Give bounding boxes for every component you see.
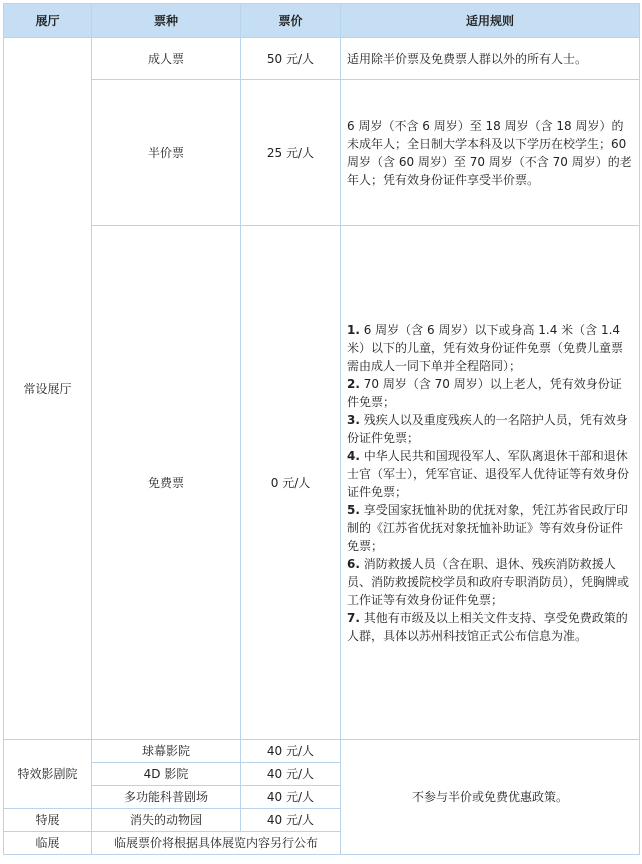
rule-number: 5. <box>347 502 360 517</box>
table-row <box>4 38 640 80</box>
hall-permanent: 常设展厅 <box>4 38 92 740</box>
rule-item <box>347 501 633 555</box>
rule-number: 6. <box>347 556 360 571</box>
price-cell: 40 元/人 <box>241 786 341 809</box>
price-cell: 25 元/人 <box>241 80 341 226</box>
rule-cell: 6 周岁（不含 6 周岁）至 18 周岁（含 18 周岁）的未成年人；全日制大学本科及以下学历在校学生；60 周岁（含 60 周岁）至 70 周岁（不含 70 周岁）的老年人；凭有效身份证件享受半价票。 <box>341 80 640 226</box>
hall-temporary: 临展 <box>4 832 92 855</box>
header-ticket-type: 票种 <box>92 4 241 38</box>
header-hall: 展厅 <box>4 4 92 38</box>
ticket-type-cell: 成人票 <box>92 38 241 80</box>
shared-rule-cell: 不参与半价或免费优惠政策。 <box>341 740 640 855</box>
ticket-type-cell: 4D 影院 <box>92 763 241 786</box>
rule-text: 其他有市级及以上相关文件支持、享受免费政策的人群，具体以苏州科技馆正式公布信息为准。 <box>347 610 628 643</box>
price-cell: 40 元/人 <box>241 763 341 786</box>
rule-text: 享受国家抚恤补助的优抚对象，凭江苏省民政厅印制的《江苏省优抚对象抚恤补助证》等有效身份证件免票； <box>347 502 628 553</box>
ticket-type-cell: 半价票 <box>92 80 241 226</box>
rule-number: 1. <box>347 322 360 337</box>
rule-text: 6 周岁（含 6 周岁）以下或身高 1.4 米（含 1.4 米）以下的儿童，凭有效身份证件免票（免费儿童票需由成人一同下单并全程陪同）； <box>347 322 624 373</box>
rule-item <box>347 555 633 609</box>
hall-special-exhibit: 特展 <box>4 809 92 832</box>
price-cell: 40 元/人 <box>241 809 341 832</box>
ticket-type-cell: 免费票 <box>92 226 241 740</box>
ticket-type-cell: 消失的动物园 <box>92 809 241 832</box>
hall-special-cinema: 特效影剧院 <box>4 740 92 809</box>
rule-item <box>347 447 633 501</box>
rule-number: 3. <box>347 412 360 427</box>
rule-item <box>347 321 633 375</box>
rule-item <box>347 411 633 447</box>
rule-cell: 适用除半价票及免费票人群以外的所有人士。 <box>341 38 640 80</box>
rule-text: 残疾人以及重度残疾人的一名陪护人员，凭有效身份证件免票； <box>347 412 628 445</box>
price-cell: 40 元/人 <box>241 740 341 763</box>
rule-number: 7. <box>347 610 360 625</box>
ticket-type-cell: 多功能科普剧场 <box>92 786 241 809</box>
table-row <box>4 80 640 226</box>
header-price: 票价 <box>241 4 341 38</box>
table-row <box>4 226 640 740</box>
rule-item <box>347 609 633 645</box>
temporary-price-note: 临展票价将根据具体展览内容另行公布 <box>92 832 341 855</box>
price-cell: 0 元/人 <box>241 226 341 740</box>
rule-text: 70 周岁（含 70 周岁）以上老人，凭有效身份证件免票； <box>347 376 622 409</box>
rule-number: 4. <box>347 448 360 463</box>
header-row <box>4 4 640 38</box>
rule-number: 2. <box>347 376 360 391</box>
free-ticket-rules <box>341 226 640 740</box>
rule-text: 中华人民共和国现役军人、军队离退休干部和退休士官（军士），凭军官证、退役军人优待证等有效身份证件免票； <box>347 448 630 499</box>
table-row <box>4 740 640 763</box>
rule-item <box>347 375 633 411</box>
ticket-price-table <box>3 3 640 855</box>
price-cell: 50 元/人 <box>241 38 341 80</box>
ticket-type-cell: 球幕影院 <box>92 740 241 763</box>
rule-text: 消防救援人员（含在职、退休、残疾消防救援人员、消防救援院校学员和政府专职消防员），凭胸牌或工作证等有效身份证件免票； <box>347 556 630 607</box>
header-rule: 适用规则 <box>341 4 640 38</box>
